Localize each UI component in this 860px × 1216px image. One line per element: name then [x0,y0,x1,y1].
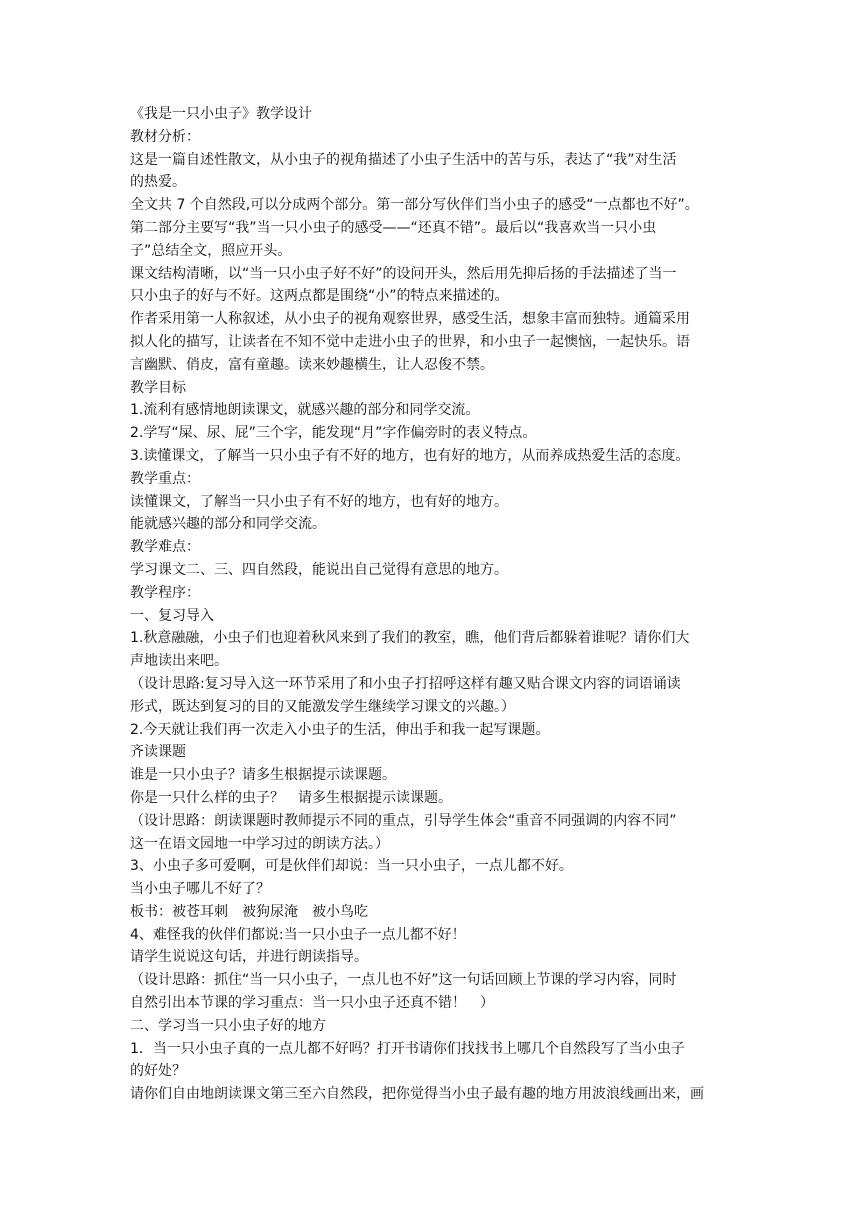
text-line: 2.今天就让我们再一次走入小虫子的生活，伸出手和我一起写课题。 [130,721,550,738]
text-line: 的热爱。 [130,174,186,191]
text-line: 请学生说说这句话，并进行朗读指导。 [130,949,368,966]
text-line: 你是一只什么样的虫子？ 请多生根据提示读课题。 [130,789,452,806]
text-line: 学习课文二、三、四自然段，能说出自己觉得有意思的地方。 [130,561,508,578]
text-line: 的好处？ [130,1063,186,1080]
text-line: 教学难点： [130,539,200,556]
text-line: 读懂课文，了解当一只小虫子有不好的地方，也有好的地方。 [130,493,508,510]
text-line: 全文共 7 个自然段,可以分成两个部分。第一部分写伙伴们当小虫子的感受“一点都也不好”。 [130,197,699,214]
text-line: 教学重点： [130,470,200,487]
text-line: 请你们自由地朗读课文第三至六自然段，把你觉得当小虫子最有趣的地方用波浪线画出来，画 [130,1086,704,1103]
text-line: 教材分析： [130,128,200,145]
text-line: 这是一篇自述性散文，从小虫子的视角描述了小虫子生活中的苦与乐，表达了“我”对生活 [130,151,677,168]
text-line: 言幽默、俏皮，富有童趣。读来妙趣横生，让人忍俊不禁。 [130,356,494,373]
text-line: 3.读懂课文，了解当一只小虫子有不好的地方，也有好的地方，从而养成热爱生活的态度。 [130,447,690,464]
text-line: 1.秋意融融，小虫子们也迎着秋风来到了我们的教室，瞧，他们背后都躲着谁呢？请你们大 [130,630,690,647]
text-line: 拟人化的描写，让读者在不知不觉中走进小虫子的世界，和小虫子一起懊恼，一起快乐。语 [130,333,690,350]
text-line: 课文结构清晰，以“当一只小虫子好不好”的设问开头，然后用先抑后扬的手法描述了当一 [130,265,677,282]
text-line: （设计思路：抓住“当一只小虫子，一点儿也不好”这一句话回顾上节课的学习内容，同时 [130,972,677,989]
text-line: 当小虫子哪儿不好了？ [130,881,270,898]
text-line: 齐读课题 [130,744,186,761]
text-line: 1．当一只小虫子真的一点儿都不好吗？打开书请你们找找书上哪几个自然段写了当小虫子 [130,1040,685,1057]
text-line: 这一在语文园地一中学习过的朗读方法。） [130,835,389,852]
text-line: （设计思路:复习导入这一环节采用了和小虫子打招呼这样有趣又贴合课文内容的词语诵读 [130,675,681,692]
text-line: 谁是一只小虫子？请多生根据提示读课题。 [130,767,396,784]
document-title: 《我是一只小虫子》教学设计 [130,106,312,122]
text-line: 声地读出来吧。 [130,653,228,670]
text-line: 子”总结全文，照应开头。 [130,242,292,259]
text-line: （设计思路：朗读课题时教师提示不同的重点，引导学生体会“重音不同强调的内容不同” [130,812,677,829]
text-line: 二、学习当一只小虫子好的地方 [130,1017,326,1034]
text-line: 第二部分主要写“我”当一只小虫子的感受——“还真不错”。最后以“我喜欢当一只小虫 [130,219,657,236]
text-line: 1.流利有感情地朗读课文，就感兴趣的部分和同学交流。 [130,402,480,419]
text-line: 板书：被苍耳刺 被狗尿淹 被小鸟吃 [130,903,368,920]
text-line: 教学程序： [130,584,200,601]
text-line: 形式，既达到复习的目的又能激发学生继续学习课文的兴趣。） [130,698,515,715]
text-line: 4、难怪我的伙伴们都说:当一只小虫子一点儿都不好！ [130,926,466,943]
text-line: 能就感兴趣的部分和同学交流。 [130,516,326,533]
document-page [130,103,734,1106]
text-line: 自然引出本节课的学习重点：当一只小虫子还真不错！ ） [130,995,494,1012]
text-line: 教学目标 [130,379,186,396]
text-line: 一、复习导入 [130,607,214,624]
text-line: 作者采用第一人称叙述，从小虫子的视角观察世界，感受生活，想象丰富而独特。通篇采用 [130,311,690,328]
document-body [130,126,734,1106]
text-line: 2.学写“屎、尿、屁”三个字，能发现“月”字作偏旁时的表义特点。 [130,425,537,442]
text-line: 3、小虫子多可爱啊，可是伙伴们却说：当一只小虫子，一点儿都不好。 [130,858,573,875]
text-line: 只小虫子的好与不好。这两点都是围绕“小”的特点来描述的。 [130,288,509,305]
